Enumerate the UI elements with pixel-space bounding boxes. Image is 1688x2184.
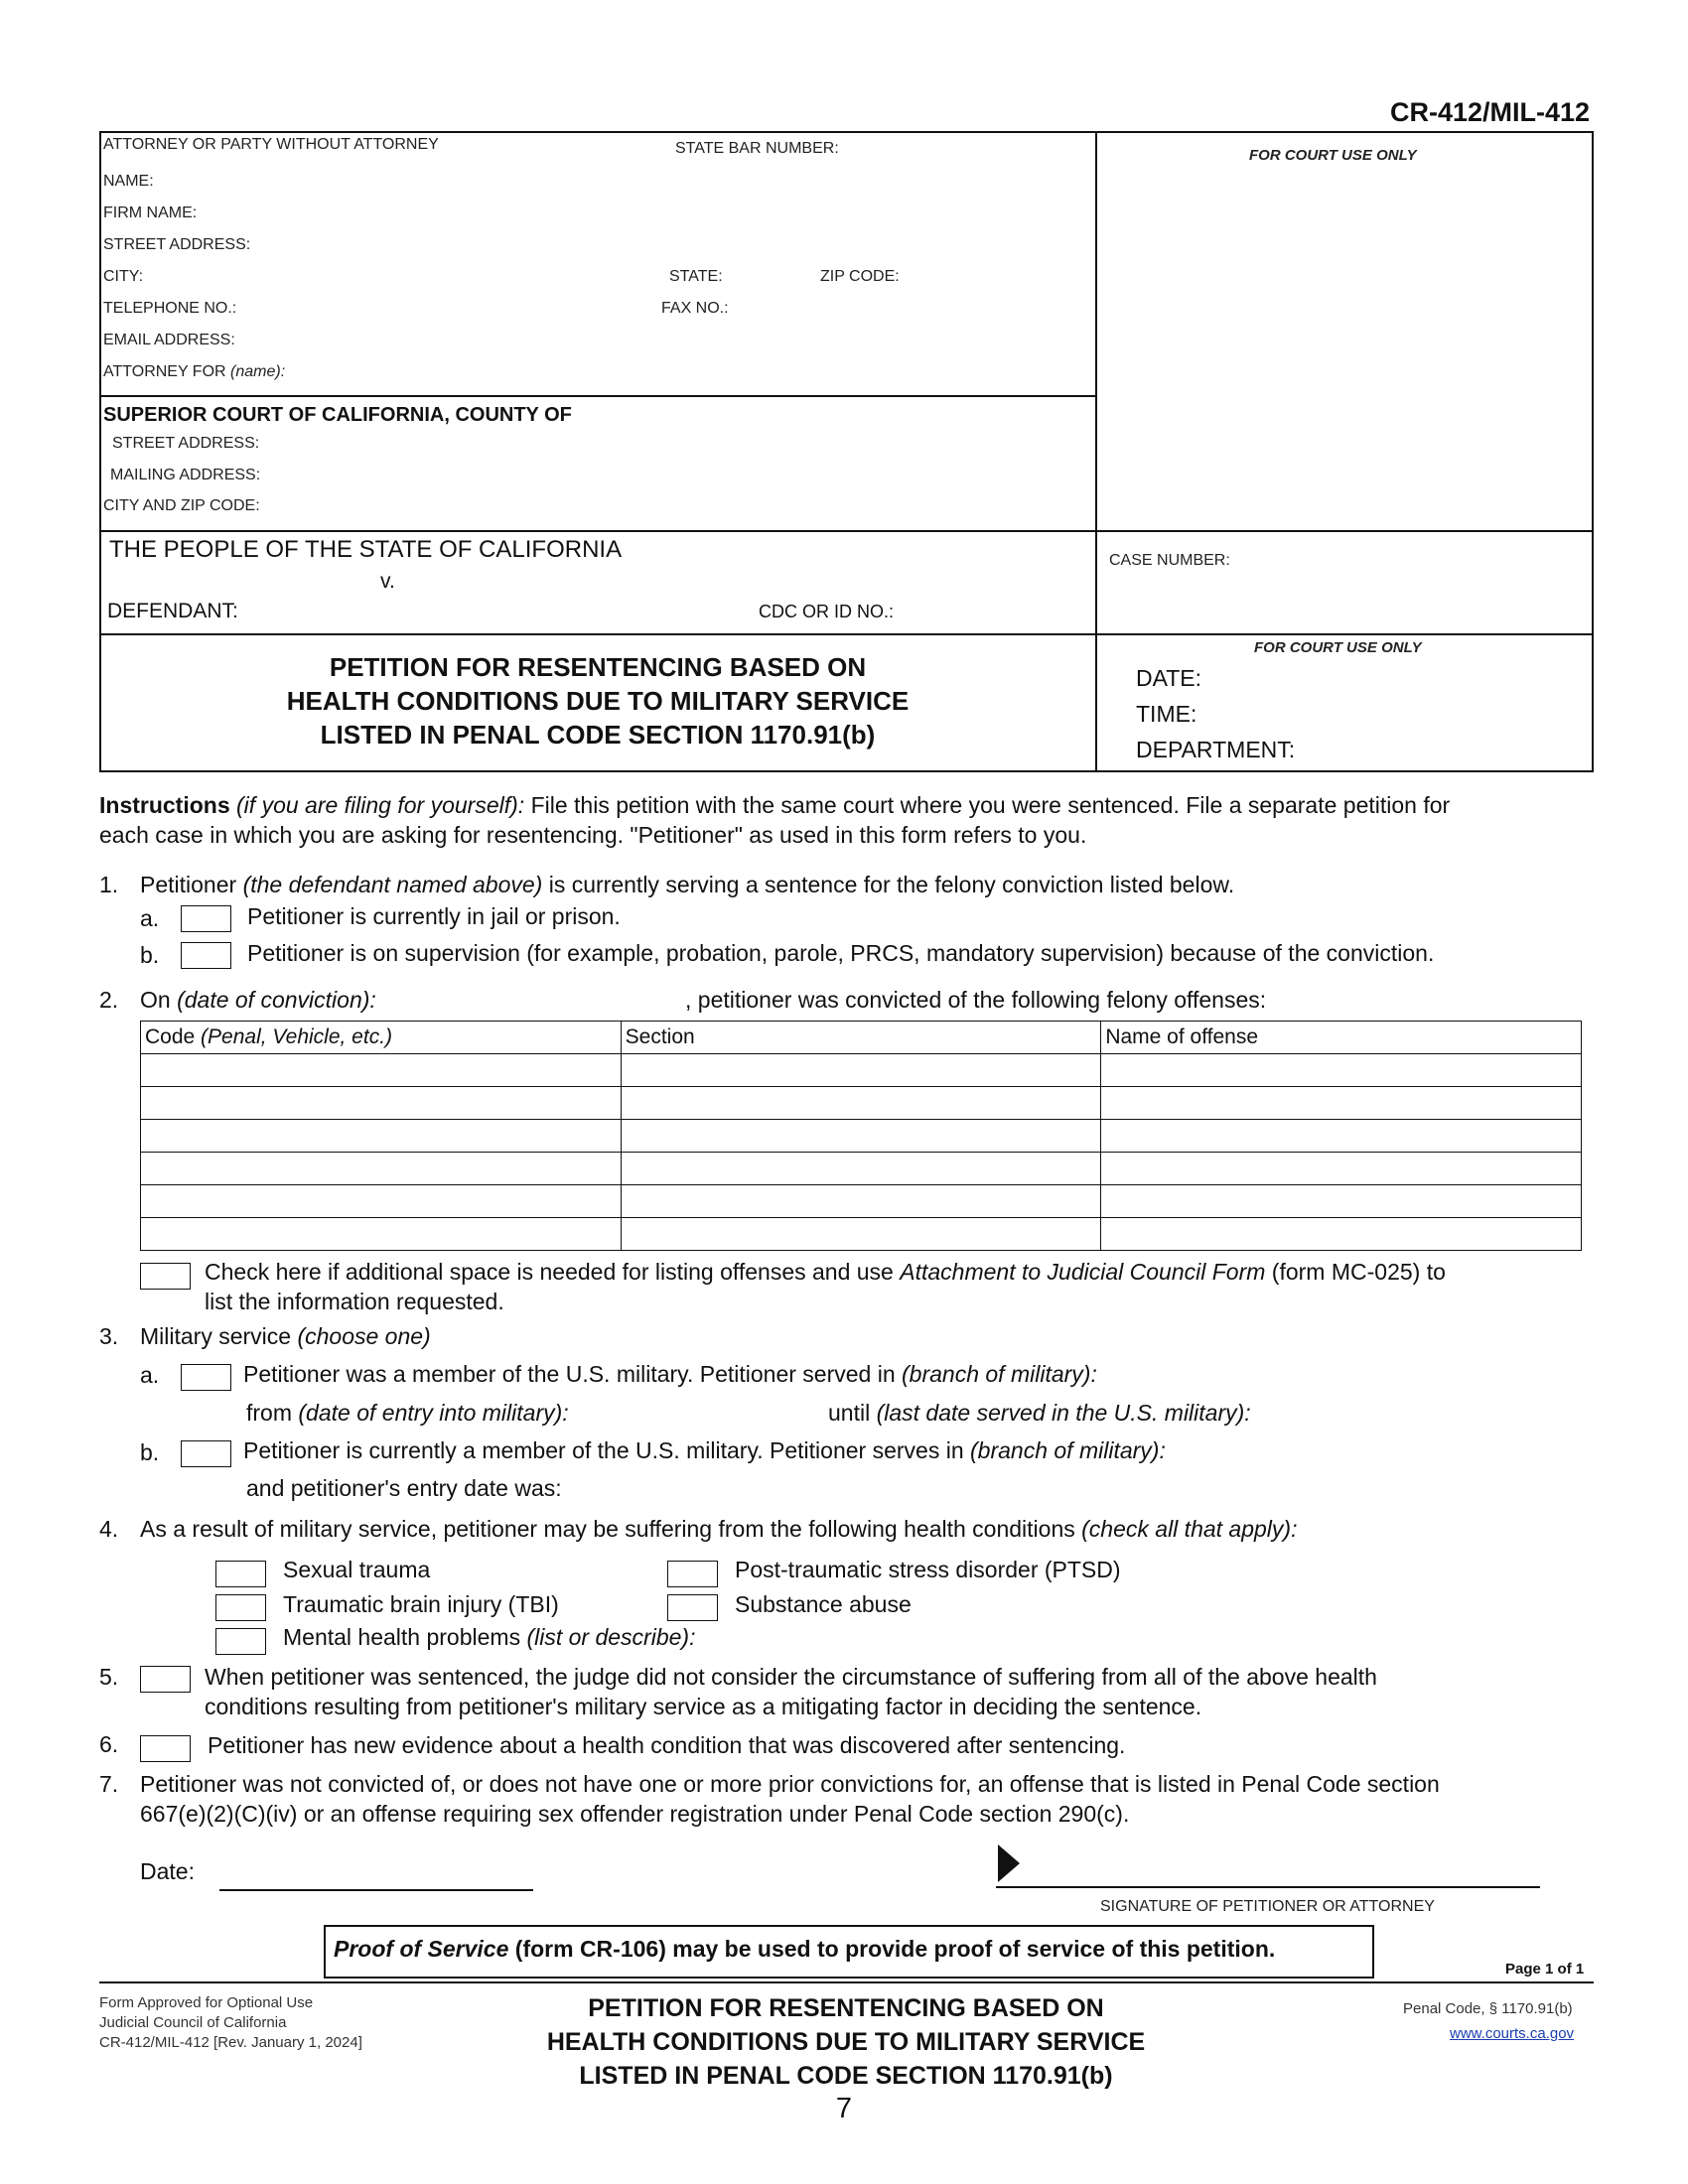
sexual-trauma-checkbox[interactable] [215,1561,266,1587]
item3a-until[interactable]: until (last date served in the U.S. military): [828,1400,1251,1426]
item3b-letter: b. [140,1439,160,1465]
table-cell[interactable] [621,1153,1101,1185]
cdc-id-label[interactable]: CDC OR ID NO.: [759,602,895,621]
item3b-text: Petitioner is currently a member of the U.S. military. Petitioner serves in (branch of military): [243,1437,1166,1463]
signature-arrow-icon [996,1843,1022,1884]
item7-number: 7. [99,1771,119,1797]
table-cell[interactable] [141,1153,622,1185]
hearing-date-label[interactable]: DATE: [1136,665,1202,691]
offenses-header-row [141,1022,1582,1054]
item1b-checkbox[interactable] [181,942,231,969]
signature-label: SIGNATURE OF PETITIONER OR ATTORNEY [1100,1898,1435,1915]
item3a-letter: a. [140,1362,160,1388]
proof-of-service-text: Proof of Service (form CR-106) may be used to provide proof of service of this petition. [334,1936,1276,1962]
table-cell[interactable] [621,1054,1101,1087]
table-cell[interactable] [1101,1185,1582,1218]
tbi-label: Traumatic brain injury (TBI) [283,1591,559,1617]
item2-rest: , petitioner was convicted of the following felony offenses: [685,987,1267,1013]
zip-code-label[interactable]: ZIP CODE: [820,268,900,285]
item3b-entry-date[interactable]: and petitioner's entry date was: [246,1475,562,1501]
court-use-only: FOR COURT USE ONLY [1249,147,1417,164]
table-cell[interactable] [141,1087,622,1120]
court-title: SUPERIOR COURT OF CALIFORNIA, COUNTY OF [103,404,572,426]
attorney-label: ATTORNEY OR PARTY WITHOUT ATTORNEY [103,136,439,153]
additional-space-text-2: list the information requested. [205,1289,504,1314]
attorney-for-label[interactable]: ATTORNEY FOR (name): [103,363,286,380]
date-label: Date: [140,1858,195,1884]
email-label[interactable]: EMAIL ADDRESS: [103,332,235,348]
item5-text-2: conditions resulting from petitioner's military service as a mitigating factor in deciding the sentence. [205,1694,1202,1719]
ptsd-label: Post-traumatic stress disorder (PTSD) [735,1557,1121,1582]
table-row [141,1087,1582,1120]
table-cell[interactable] [1101,1087,1582,1120]
item5-number: 5. [99,1664,119,1690]
item6-number: 6. [99,1731,119,1757]
item1-number: 1. [99,872,119,897]
item2-number: 2. [99,987,119,1013]
hearing-time-label[interactable]: TIME: [1136,701,1197,727]
item2-lead: On (date of conviction): [140,987,376,1013]
court-street-label[interactable]: STREET ADDRESS: [112,435,260,452]
table-cell[interactable] [1101,1218,1582,1251]
item3-text: Military service (choose one) [140,1323,431,1349]
mental-health-checkbox[interactable] [215,1628,266,1655]
penal-code-reference: Penal Code, § 1170.91(b) [1403,2000,1573,2017]
versus: v. [380,570,395,593]
table-cell[interactable] [621,1218,1101,1251]
item1b-letter: b. [140,942,160,968]
item5-text: When petitioner was sentenced, the judge did not consider the circumstance of suffering from all of the above health [205,1664,1377,1690]
item1a-text: Petitioner is currently in jail or prison. [247,903,621,929]
col-code-header: Code (Penal, Vehicle, etc.) [141,1022,622,1054]
mental-health-label: Mental health problems (list or describe): [283,1624,696,1650]
form-approved: Form Approved for Optional Use Judicial Council of California CR-412/MIL-412 [Rev. January 1, 2024] [99,1994,362,2051]
court-city-zip-label[interactable]: CITY AND ZIP CODE: [103,497,260,514]
street-address-label[interactable]: STREET ADDRESS: [103,236,251,253]
case-number-label[interactable]: CASE NUMBER: [1109,552,1230,569]
hearing-court-use: FOR COURT USE ONLY [1254,639,1422,656]
table-cell[interactable] [1101,1054,1582,1087]
item7-text-2: 667(e)(2)(C)(iv) or an offense requiring sex offender registration under Penal Code section 290(c). [140,1801,1130,1827]
col-name-header: Name of offense [1101,1022,1582,1054]
firm-name-label[interactable]: FIRM NAME: [103,205,198,221]
table-row [141,1054,1582,1087]
city-label[interactable]: CITY: [103,268,144,285]
page-indicator: Page 1 of 1 [1505,1961,1585,1978]
table-row [141,1218,1582,1251]
item6-text: Petitioner has new evidence about a health condition that was discovered after sentencing. [208,1732,1126,1758]
table-cell[interactable] [1101,1153,1582,1185]
tbi-checkbox[interactable] [215,1594,266,1621]
signature-line[interactable] [996,1886,1540,1888]
item4-number: 4. [99,1516,119,1542]
state-bar-label: STATE BAR NUMBER: [675,140,839,157]
defendant-label[interactable]: DEFENDANT: [107,600,238,622]
offenses-table [140,1021,1582,1251]
courts-website-link[interactable]: www.courts.ca.gov [1450,2025,1575,2042]
substance-abuse-checkbox[interactable] [667,1594,718,1621]
col-section-header: Section [621,1022,1101,1054]
instructions-line2: each case in which you are asking for resentencing. "Petitioner" as used in this form refers to you. [99,822,1087,848]
sexual-trauma-label: Sexual trauma [283,1557,431,1582]
item4-text: As a result of military service, petitioner may be suffering from the following health conditions (check all that apply): [140,1516,1298,1542]
item3a-text: Petitioner was a member of the U.S. military. Petitioner served in (branch of military): [243,1361,1097,1387]
table-row [141,1185,1582,1218]
item1b-text: Petitioner is on supervision (for example, probation, parole, PRCS, mandatory supervision) because of the conviction. [247,940,1435,966]
item3a-from[interactable]: from (date of entry into military): [246,1400,569,1426]
name-label[interactable]: NAME: [103,173,154,190]
date-line[interactable] [219,1889,533,1891]
table-cell[interactable] [621,1185,1101,1218]
hearing-department-label[interactable]: DEPARTMENT: [1136,737,1296,762]
additional-space-checkbox[interactable] [140,1263,191,1290]
state-label[interactable]: STATE: [669,268,723,285]
court-mailing-label[interactable]: MAILING ADDRESS: [110,467,261,483]
form-title: PETITION FOR RESENTENCING BASED ON HEALTH CONDITIONS DUE TO MILITARY SERVICE LISTED IN PENAL CODE SECTION 1170.91(b) [286,652,910,750]
instructions: Instructions (if you are filing for yourself): File this petition with the same court where you were sentenced. File a separate petition for [99,792,1451,818]
table-row [141,1153,1582,1185]
form-number: CR-412/MIL-412 [1390,97,1591,127]
item5-checkbox[interactable] [140,1666,191,1693]
table-cell[interactable] [141,1218,622,1251]
item1a-letter: a. [140,905,160,931]
table-row [141,1120,1582,1153]
additional-space-text: Check here if additional space is needed for listing offenses and use Attachment to Judicial Council Form (form MC-025) to [205,1259,1446,1285]
table-cell[interactable] [1101,1120,1582,1153]
ptsd-checkbox[interactable] [667,1561,718,1587]
fax-label[interactable]: FAX NO.: [661,300,729,317]
telephone-label[interactable]: TELEPHONE NO.: [103,300,237,317]
people-caption: THE PEOPLE OF THE STATE OF CALIFORNIA [109,536,623,563]
item3-number: 3. [99,1323,119,1349]
table-cell[interactable] [621,1087,1101,1120]
item1a-checkbox[interactable] [181,905,231,932]
item6-checkbox[interactable] [140,1735,191,1762]
item1-text: Petitioner (the defendant named above) is currently serving a sentence for the felony conviction listed below. [140,872,1235,897]
page-number: 7 [835,2093,853,2124]
table-cell[interactable] [141,1054,622,1087]
item3a-checkbox[interactable] [181,1364,231,1391]
item3b-checkbox[interactable] [181,1440,231,1467]
substance-abuse-label: Substance abuse [735,1591,912,1617]
table-cell[interactable] [621,1120,1101,1153]
footer-title: PETITION FOR RESENTENCING BASED ON HEALTH CONDITIONS DUE TO MILITARY SERVICE LISTED IN PENAL CODE SECTION 1170.91(b) [546,1994,1146,2090]
item7-text: Petitioner was not convicted of, or does not have one or more prior convictions for, an offense that is listed in Penal Code section [140,1771,1440,1797]
table-cell[interactable] [141,1185,622,1218]
table-cell[interactable] [141,1120,622,1153]
